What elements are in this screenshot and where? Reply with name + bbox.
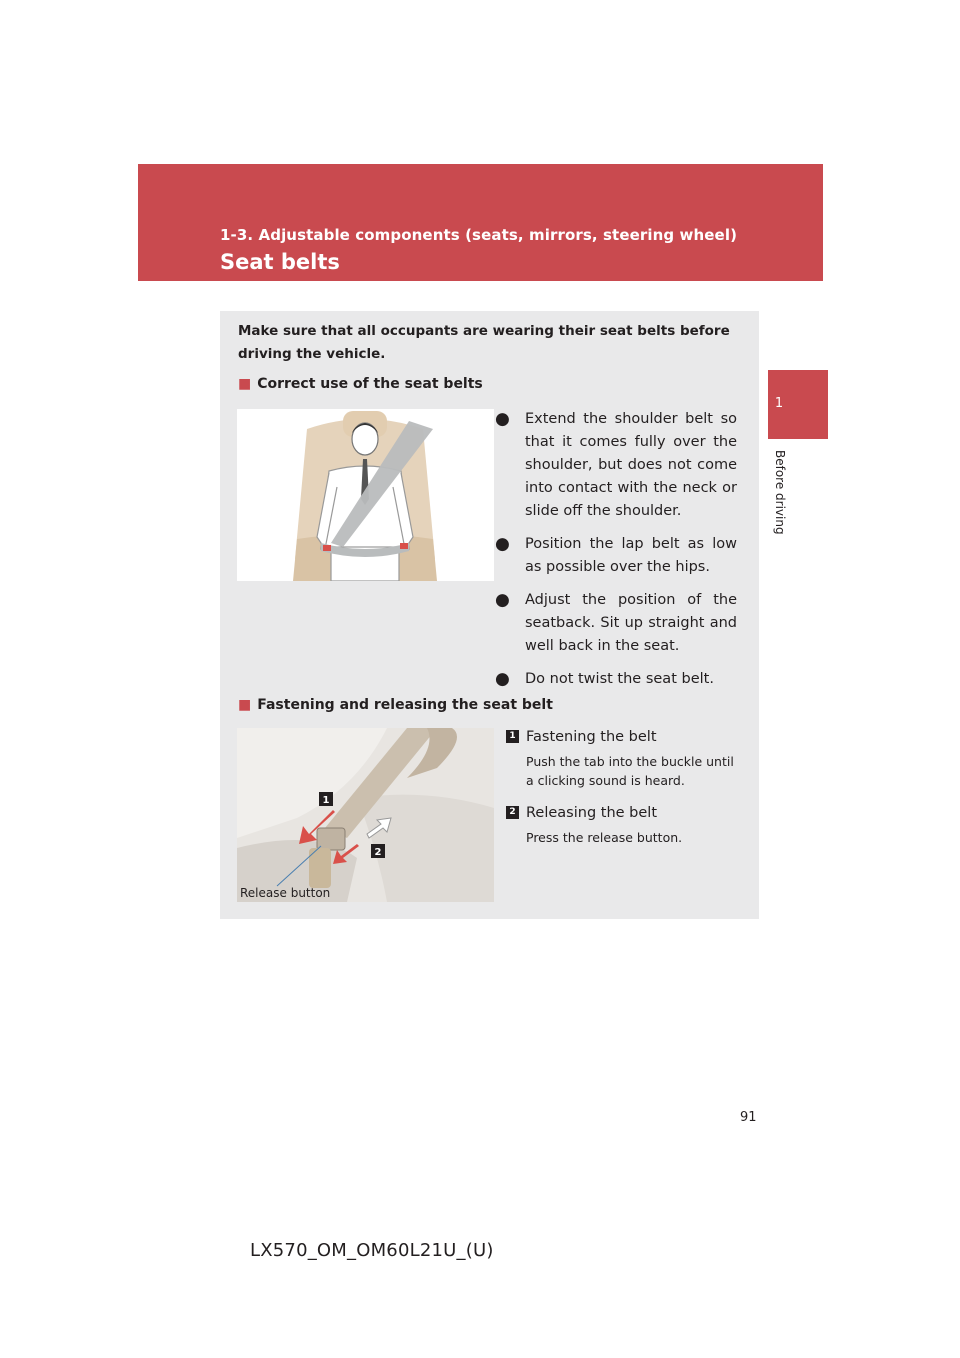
document-id: LX570_OM_OM60L21U_(U) [250,1240,494,1261]
step-item [506,726,742,790]
chapter-label: Before driving [773,450,787,535]
step-description: Push the tab into the buckle until a clicking sound is heard. [526,754,734,788]
svg-text:1: 1 [322,795,330,806]
svg-text:2: 2 [374,847,382,858]
correct-use-list [495,408,737,701]
seated-occupant-illustration [237,409,494,581]
step-title: Fastening the belt [526,729,657,745]
bullet-dot-icon: ● [495,590,510,610]
square-bullet-icon: ■ [238,376,252,392]
section-title: 1-3. Adjustable components (seats, mirrors, steering wheel) [220,226,738,244]
step-title: Releasing the belt [526,805,658,821]
chapter-tab [768,370,828,439]
bullet-dot-icon: ● [495,534,510,554]
step-item [506,802,742,847]
list-item: ● Extend the shoulder belt so that it comes fully over the shoulder, but does not come into contact with the neck or slide off the shoulder. [495,409,737,519]
page-title: Seat belts [220,250,340,274]
step-description: Press the release button. [526,830,683,845]
step-number: 2 [506,806,519,819]
list-item: ● Position the lap belt as low as possible over the hips. [495,534,737,575]
chapter-number: 1 [774,396,784,411]
square-bullet-icon: ■ [238,697,252,713]
bullet-dot-icon: ● [495,409,510,429]
page-number: 91 [740,1110,757,1125]
release-button-callout: Release button [240,886,331,900]
list-item: ● Do not twist the seat belt. [495,669,714,689]
buckle-illustration [237,728,494,902]
intro-text: Make sure that all occupants are wearing their seat belts before driving the vehicle. [238,323,730,362]
heading-fastening: ■ Fastening and releasing the seat belt [238,697,553,713]
section-header [138,164,823,281]
fastening-steps [506,726,742,859]
bullet-dot-icon: ● [495,669,510,689]
heading-correct-use: ■ Correct use of the seat belts [238,376,483,392]
step-number: 1 [506,730,519,743]
list-item: ● Adjust the position of the seatback. Sit up straight and well back in the seat. [495,590,737,654]
